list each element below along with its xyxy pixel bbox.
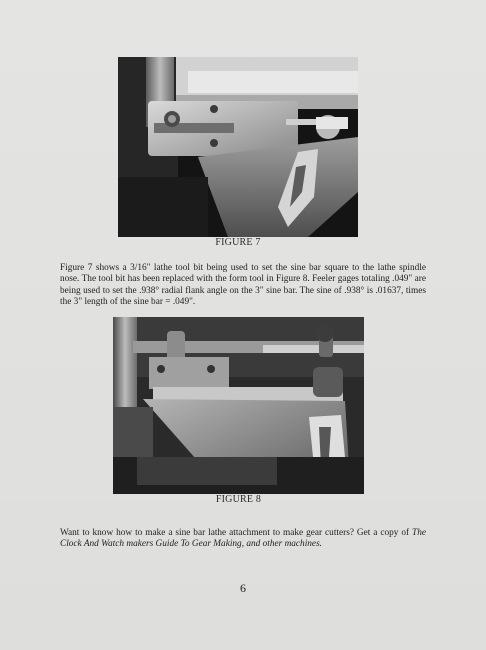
page-number: 6 [240, 581, 246, 595]
figure-7-caption: FIGURE 7 [215, 237, 261, 248]
paragraph-gear-book-promo [60, 528, 426, 551]
figure-8-image [113, 317, 364, 494]
paragraph-plain-text: Want to know how to make a sine bar lathe attachment to make gear cutters? Get a copy of [60, 528, 413, 538]
figure-8-photo [113, 317, 364, 494]
paragraph-figure-7-description: Figure 7 shows a 3/16" lathe tool bit being used to set the sine bar square to the lathe spindle nose. The tool bit has been replaced with the form tool in Figure 8. Feeler gages totaling .049" are being used to set the .938° radial flank angle on the 3" sine bar. The sine of .938° is .01637, times the 3" length of the sine bar = .049". [60, 263, 426, 307]
book-title: The Clock And Watch makers Guide To Gear Making, and other machines. [60, 528, 426, 550]
figure-7-image [118, 57, 358, 237]
figure-8-caption: FIGURE 8 [215, 494, 262, 505]
figure-7-photo [118, 57, 358, 237]
